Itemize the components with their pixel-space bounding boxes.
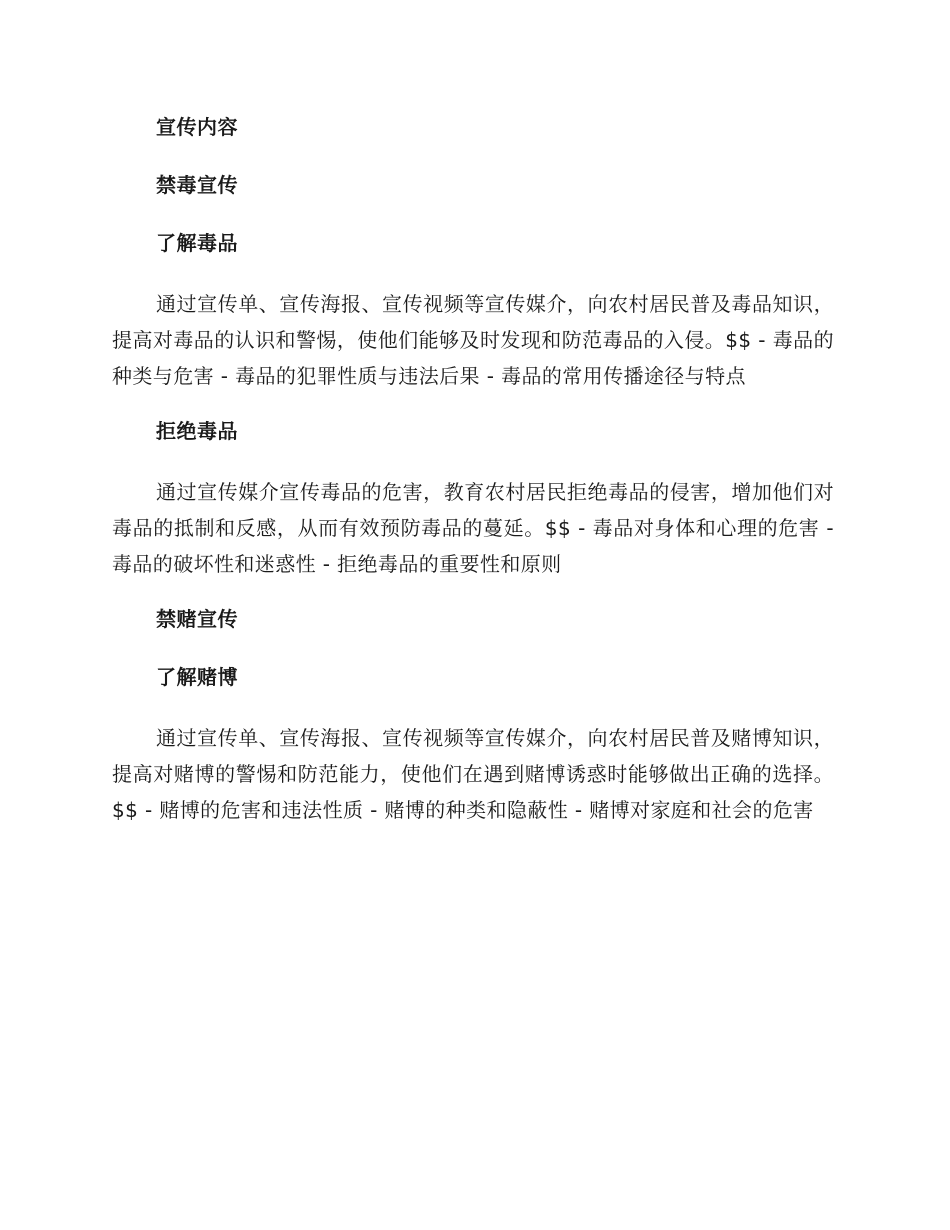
paragraph-know-gambling: 通过宣传单、宣传海报、宣传视频等宣传媒介，向农村居民普及赌博知识，提高对赌博的警惕和防范能力，使他们在遇到赌博诱惑时能够做出正确的选择。$$ - 赌博的危害和违法性质 - 赌博的种类和隐蔽性 - 赌博对家庭和社会的危害 bbox=[112, 726, 834, 822]
heading-refuse-drugs: 拒绝毒品 bbox=[156, 419, 238, 443]
paragraph-know-drugs: 通过宣传单、宣传海报、宣传视频等宣传媒介，向农村居民普及毒品知识，提高对毒品的认识和警惕，使他们能够及时发现和防范毒品的入侵。$$ - 毒品的种类与危害 - 毒品的犯罪性质与违法后果 - 毒品的常用传播途径与特点 bbox=[112, 292, 834, 388]
heading-anti-gambling: 禁赌宣传 bbox=[156, 607, 238, 631]
heading-publicity-content: 宣传内容 bbox=[156, 115, 238, 139]
paragraph-refuse-drugs: 通过宣传媒介宣传毒品的危害，教育农村居民拒绝毒品的侵害，增加他们对毒品的抵制和反感，从而有效预防毒品的蔓延。$$ - 毒品对身体和心理的危害 - 毒品的破坏性和迷惑性 - 拒绝毒品的重要性和原则 bbox=[112, 480, 834, 576]
heading-anti-drug: 禁毒宣传 bbox=[156, 173, 238, 197]
heading-know-gambling: 了解赌博 bbox=[156, 665, 238, 689]
heading-know-drugs: 了解毒品 bbox=[156, 231, 238, 255]
